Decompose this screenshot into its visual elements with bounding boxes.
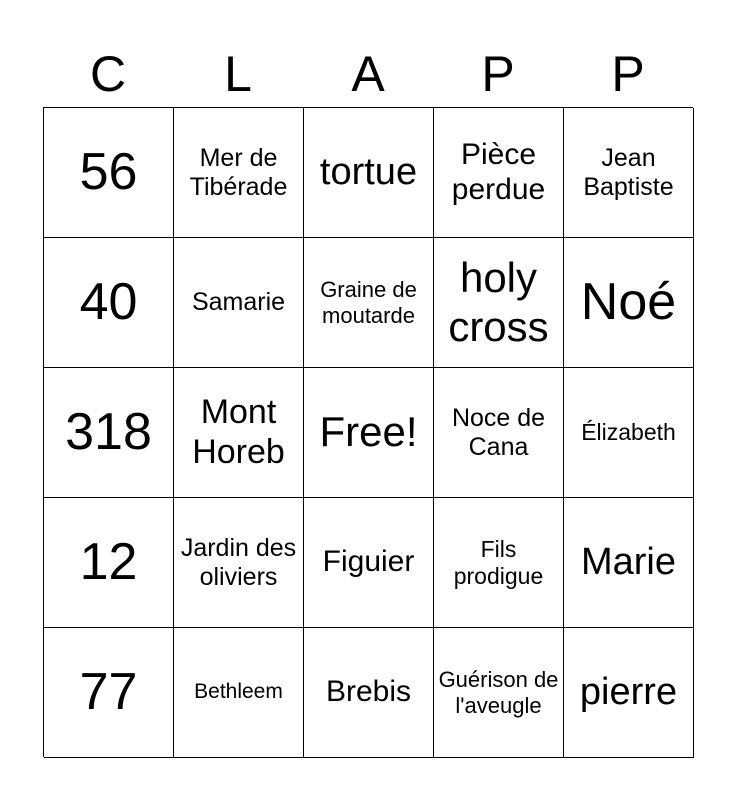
bingo-cell[interactable] [44, 108, 174, 238]
bingo-cell[interactable] [564, 498, 694, 628]
bingo-cell[interactable] [564, 238, 694, 368]
cell-text: 77 [79, 662, 138, 721]
cell-text: pierre [579, 670, 678, 713]
cell-text: Free! [319, 408, 418, 456]
bingo-cell[interactable] [174, 628, 304, 758]
bingo-cell[interactable] [434, 498, 564, 628]
bingo-cell[interactable] [174, 108, 304, 238]
cell-text: Fils prodigue [453, 536, 544, 589]
cell-text: 56 [79, 142, 138, 201]
cell-text: Brebis [325, 675, 412, 709]
cell-text: Jardin des oliviers [180, 533, 297, 591]
bingo-cell[interactable] [304, 238, 434, 368]
bingo-header [43, 40, 693, 108]
bingo-cell[interactable] [304, 498, 434, 628]
cell-text: Mer de Tibérade [189, 143, 288, 201]
bingo-cell[interactable] [434, 108, 564, 238]
bingo-cell[interactable] [44, 368, 174, 498]
bingo-cell[interactable] [564, 368, 694, 498]
cell-text: Bethleem [194, 680, 283, 704]
header-letter-5: P [611, 46, 645, 102]
cell-text: 318 [65, 402, 152, 461]
cell-text: Noé [580, 272, 677, 331]
bingo-cell[interactable] [434, 238, 564, 368]
header-letter-4: P [481, 46, 515, 102]
bingo-board [43, 107, 693, 757]
cell-text: Graine de moutarde [320, 277, 417, 328]
bingo-cell[interactable] [564, 628, 694, 758]
bingo-cell[interactable] [434, 628, 564, 758]
bingo-cell[interactable] [304, 108, 434, 238]
bingo-cell[interactable] [564, 108, 694, 238]
bingo-cell[interactable] [174, 498, 304, 628]
cell-text: tortue [319, 150, 418, 193]
cell-text: Figuier [322, 545, 415, 579]
cell-text: 40 [79, 272, 138, 331]
cell-text: Pièce perdue [451, 138, 546, 206]
bingo-cell[interactable] [174, 368, 304, 498]
bingo-cell[interactable] [44, 238, 174, 368]
cell-text: holy cross [448, 254, 549, 350]
cell-text: Jean Baptiste [583, 143, 674, 201]
header-letter-3: A [351, 46, 385, 102]
cell-text: Élizabeth [581, 419, 676, 446]
bingo-cell[interactable] [434, 368, 564, 498]
bingo-cell[interactable] [304, 368, 434, 498]
bingo-cell[interactable] [44, 498, 174, 628]
bingo-cell[interactable] [174, 238, 304, 368]
header-letter-1: C [89, 46, 127, 102]
bingo-cell[interactable] [44, 628, 174, 758]
cell-text: Noce de Cana [451, 403, 546, 461]
header-letter-2: L [224, 46, 252, 102]
bingo-cell[interactable] [304, 628, 434, 758]
cell-text: Samarie [191, 288, 286, 317]
cell-text: Mont Horeb [192, 393, 285, 471]
cell-text: Guérison de l'aveugle [438, 667, 559, 718]
cell-text: Marie [580, 540, 677, 583]
cell-text: 12 [79, 532, 138, 591]
